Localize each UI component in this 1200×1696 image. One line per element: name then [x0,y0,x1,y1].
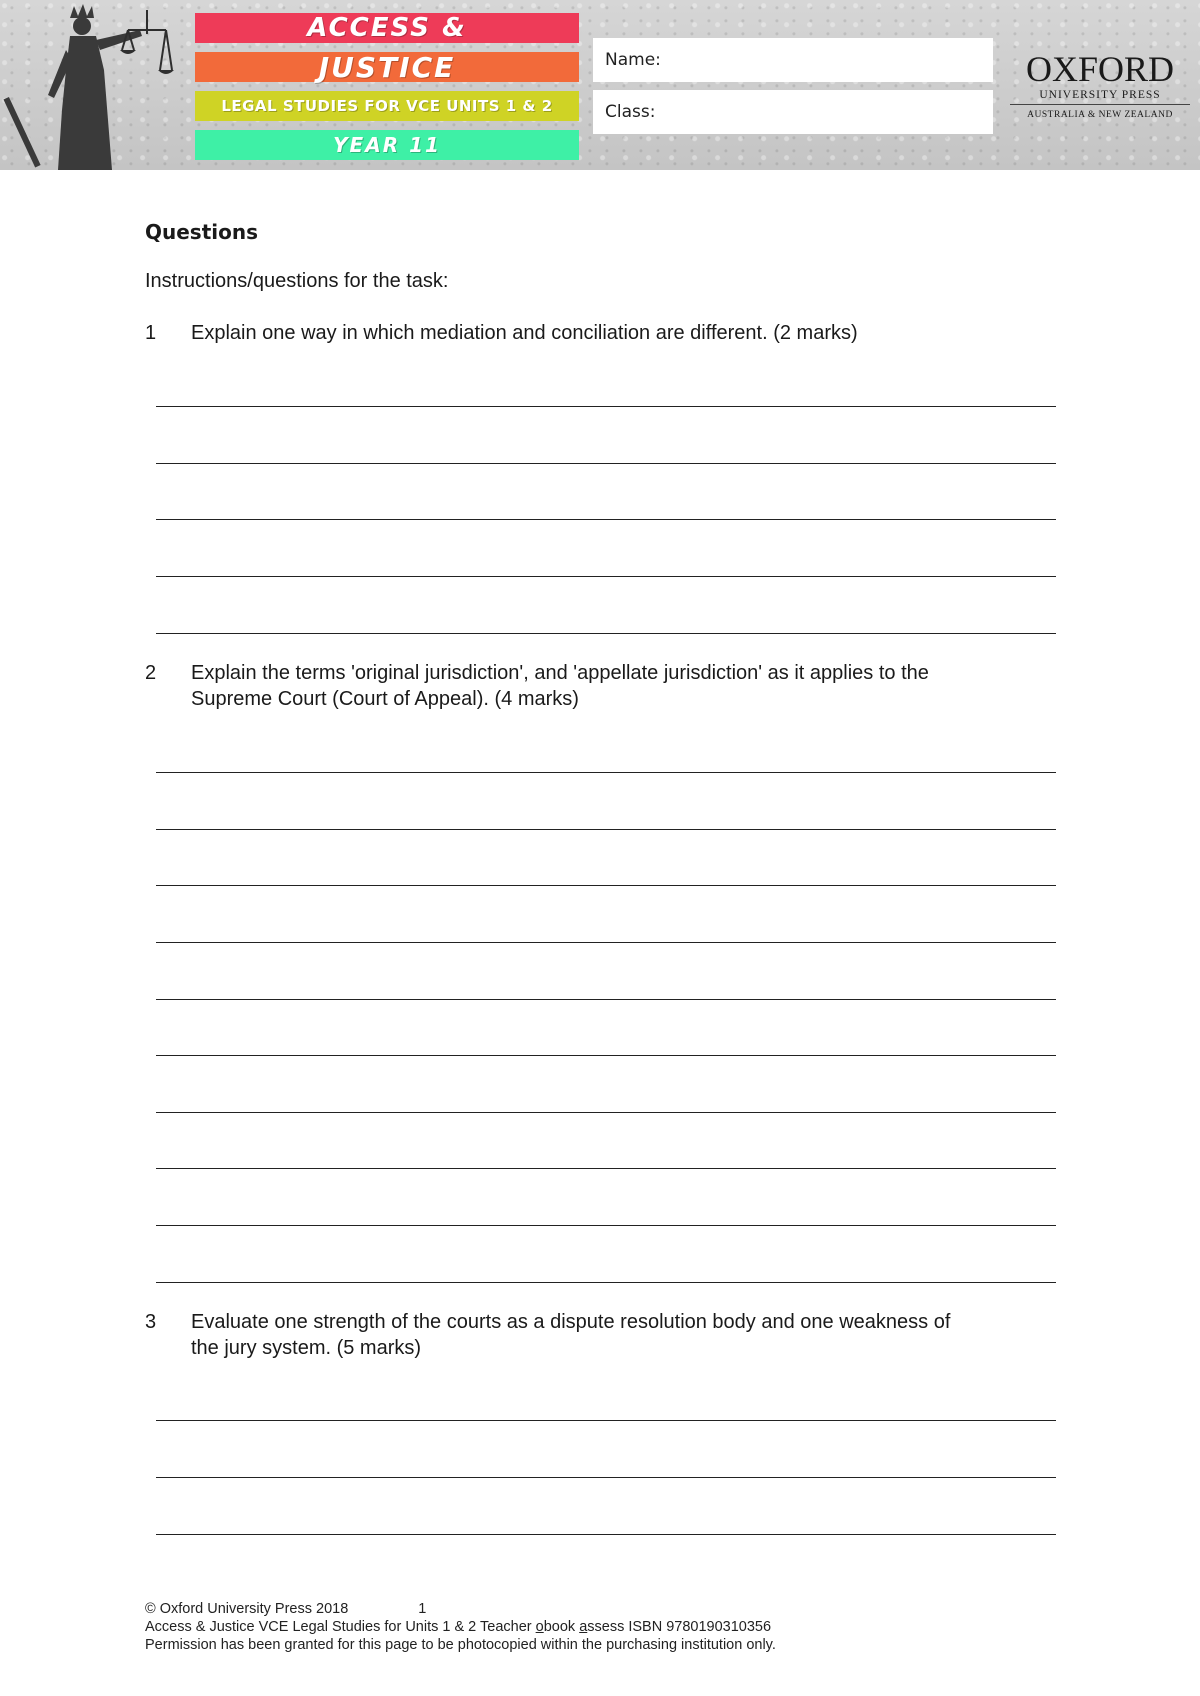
brand-title-line2-text: JUSTICE [318,50,456,84]
justice-statue-icon [0,0,195,170]
answer-line[interactable] [156,829,1056,830]
answer-line[interactable] [156,1112,1056,1113]
instructions-text: Instructions/questions for the task: [145,270,449,292]
question-text: Explain one way in which mediation and conciliation are different. (2 marks) [191,322,858,344]
publisher-logo [1010,50,1190,121]
footer-line-2 [145,1618,776,1636]
name-field-label: Name: [605,50,661,70]
footer-line-3: Permission has been granted for this page to be photocopied within the purchasing institution only. [145,1637,776,1653]
brand-year [195,130,579,160]
answer-line[interactable] [156,772,1056,773]
section-title: Questions [145,220,259,244]
footer-line-2-a: Access & Justice VCE Legal Studies for Units 1 & 2 Teacher [145,1619,536,1635]
answer-line[interactable] [156,1477,1056,1478]
footer-line-2-a2: a [579,1619,588,1635]
publisher-logo-sub: UNIVERSITY PRESS [1010,88,1190,105]
answer-line[interactable] [156,942,1056,943]
answer-line[interactable] [156,999,1056,1000]
brand-year-text: YEAR 11 [333,133,441,157]
answer-line[interactable] [156,1534,1056,1535]
question-text-line: Supreme Court (Court of Appeal). (4 marks) [191,688,579,710]
footer-line-2-b: book [543,1619,580,1635]
question-number: 3 [145,1311,157,1333]
answer-line[interactable] [156,1420,1056,1421]
question-text-line: Explain the terms 'original jurisdiction', and 'appellate jurisdiction' as it applies to the [191,662,929,684]
answer-line[interactable] [156,519,1056,520]
answer-line[interactable] [156,885,1056,886]
class-field[interactable] [593,90,993,134]
footer-line-1 [145,1600,776,1618]
brand-title-line2 [195,52,579,82]
answer-line[interactable] [156,1168,1056,1169]
answer-line[interactable] [156,1055,1056,1056]
answer-line[interactable] [156,406,1056,407]
answer-line[interactable] [156,1225,1056,1226]
question-text-line: Evaluate one strength of the courts as a dispute resolution body and one weakness of [191,1311,951,1333]
publisher-logo-main: OXFORD [1025,49,1175,89]
question-text [191,660,1051,712]
answer-line[interactable] [156,463,1056,464]
header-banner [0,0,1200,170]
page-number: 1 [418,1601,427,1617]
brand-title-line1-text: ACCESS & [307,13,467,43]
copyright-text: © Oxford University Press 2018 [145,1601,349,1617]
question-text-line: the jury system. (5 marks) [191,1337,422,1359]
question-number: 1 [145,322,157,344]
footer [145,1600,776,1654]
brand-subtitle-text: LEGAL STUDIES FOR VCE UNITS 1 & 2 [221,97,553,115]
footer-line-2-c: ssess ISBN 9780190310356 [587,1619,772,1635]
answer-line[interactable] [156,576,1056,577]
question-number: 2 [145,662,157,684]
name-field[interactable] [593,38,993,82]
brand-subtitle [195,91,579,121]
footer-line-2-o: o [535,1619,544,1635]
brand-title-line1 [195,13,579,43]
question-text [191,1309,1051,1361]
publisher-logo-region: AUSTRALIA & NEW ZEALAND [1027,110,1173,120]
answer-line[interactable] [156,1282,1056,1283]
class-field-label: Class: [605,102,656,122]
answer-line[interactable] [156,633,1056,634]
